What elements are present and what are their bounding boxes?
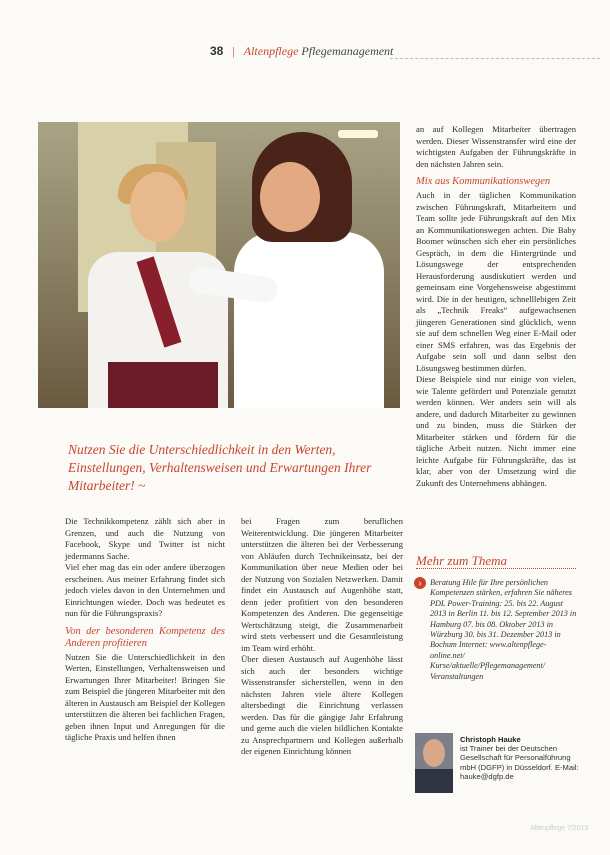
header-rule [390, 58, 600, 59]
sidebar-rule [416, 568, 576, 569]
author-photo [415, 733, 453, 793]
subheading: Von der besonderen Kompetenz des Anderen profitieren [65, 625, 225, 649]
article-column-3 [416, 124, 576, 489]
header-subsection: Pflegemanagement [301, 44, 394, 58]
paragraph: Die Technikkompetenz zählt sich aber in Grenzen, und auch die Nutzung von Facebook, Skype und Twitter ist nicht jedermanns Sache. [65, 516, 225, 561]
article-column-2 [241, 516, 403, 758]
paragraph: Über diesen Austausch auf Augenhöhe lässt sich auch der besonders wichtige Wissenstransfer sicherstellen, wenn in den nächsten Jahren viele ältere Kollegen altersbedingt die Einrichtung verlassen werden. Das für die gängige Jahr Erfahrung und gerne auch die vielen bildlichen Kontakte zu Ansprechpartnern und Kollegen außerhalb der eigenen Einrichtung können [241, 654, 403, 756]
header-separator: | [232, 44, 235, 58]
author-box [460, 735, 580, 781]
paragraph: Nutzen Sie die Unterschiedlichkeit in den Werten, Einstellungen, Verhaltensweisen und Erwartungen Ihrer Mitarbeiter! Bringen Sie zum Beispiel die jüngeren Mitarbeiter mit den älteren in Austausch am Beispiel der Kollegen unterstützen die älteren bei fachlichen Fragen, geben ihnen Input und Anregungen für die tägliche Praxis und helfen ihnen [65, 651, 225, 742]
sidebar-title: Mehr zum Thema [416, 553, 507, 568]
page-number: 38 [210, 44, 224, 58]
arrow-circle-icon: › [414, 577, 426, 589]
author-name: Christoph Hauke [460, 735, 521, 744]
author-bio: ist Trainer bei der Deutschen Gesellschaft für Personalführung mbH (DGFP) in Düsseldorf. E-Mail: hauke@dgfp.de [460, 744, 579, 781]
paragraph: Auch in der täglichen Kommunikation zwischen Führungskraft, Mitarbeitern und Team sollte jede Führungskraft auf den Mix an Kommunikationswegen achten. Die Baby Boomer wünschen sich eher ein persönliches Gespräch, in dem die Hintergründe und Lösungswege der entsprechenden Herausforderung ausdiskutiert werden und gemeinsam eine Vorgehensweise abgestimmt wird. Die in der heutigen, schnelllebigen Zeit als „Technik Freaks“ aufgewachsenen jüngeren Generationen sind glücklich, wenn sie auf dem schnellen Weg einer E-Mail oder einer SMS erfahren, was das Ergebnis der Aufgabe sein soll und dann selbst den Lösungsweg bestimmen dürfen. [416, 190, 576, 373]
photo-caption [68, 441, 388, 495]
paragraph: Viel eher mag das ein oder andere überzogen erscheinen. Aus meiner Erfahrung findet sich jedoch vieles davon in den Unternehmen und Einrichtungen wieder. Doch was bedeutet es nun für die Führungspraxis? [65, 562, 225, 618]
header-section: Altenpflege [243, 44, 299, 58]
caption-text: Nutzen Sie die Unterschiedlichkeit in den Werten, Einstellungen, Verhaltensweisen und Erwartungen Ihrer Mitarbeiter! [68, 442, 372, 493]
paragraph: an auf Kollegen Mitarbeiter übertragen werden. Dieser Wissenstransfer wird eine der wichtigsten Aufgaben der Führungskräfte in den nächsten Jahren sein. [416, 124, 576, 169]
paragraph: Diese Beispiele sind nur einige von vielen, wie Talente gefördert und Potenziale genutzt werden können. Wer anders sein will als andere, und dadurch Mitarbeiter zu gewinnen und zu binden, muss die Stärken der Mitarbeiter stärken und fördern für die tägliche Arbeit nutzen. Nicht immer eine leichte Aufgabe für Führungskräfte, das ist klar, aber von der Umsetzung wird die Zukunft des Unternehmens abhängen. [416, 374, 576, 488]
sidebar-text: Beratung Hile für Ihre persönlichen Kompetenzen stärken, erfahren Sie näheres PDL Power-Training: 25. bis 22. August 2013 in Berlin 11. bis 12. September 2013 in Hamburg 07. bis 08. Oktober 2013 in Würzburg 30. bis 31. Dezember 2013 in Bochum Internet: www.altenpflege-online.net/ Kurse/aktuelle/Pflegemanagement/ Veranstaltungen [430, 578, 577, 681]
subheading: Mix aus Kommunikationswegen [416, 176, 551, 187]
page-header [210, 44, 393, 59]
swirl-icon: ~ [138, 478, 146, 493]
article-photo [38, 122, 400, 408]
paragraph: bei Fragen zum beruflichen Weiterentwicklung. Die jüngeren Mitarbeiter unterstützen die älteren bei der Verbesserung von Abläufen durch Technikeinsatz, bei der Kommunikation über neue Medien oder bei der Nutzung von Sozialen Netzwerken. Damit findet ein Austausch auf Augenhöhe statt, denn jeder profitiert von den besonderen Kompetenzen des Anderen. Die gegenseitige Wertschätzung steigt, die Zusammenarbeit wird stets verbessert und die Gesamtleistung im Team wird erhöht. [241, 516, 403, 653]
article-column-1 [65, 516, 225, 744]
page-footer: Altenpflege 7/2013 [530, 825, 589, 832]
